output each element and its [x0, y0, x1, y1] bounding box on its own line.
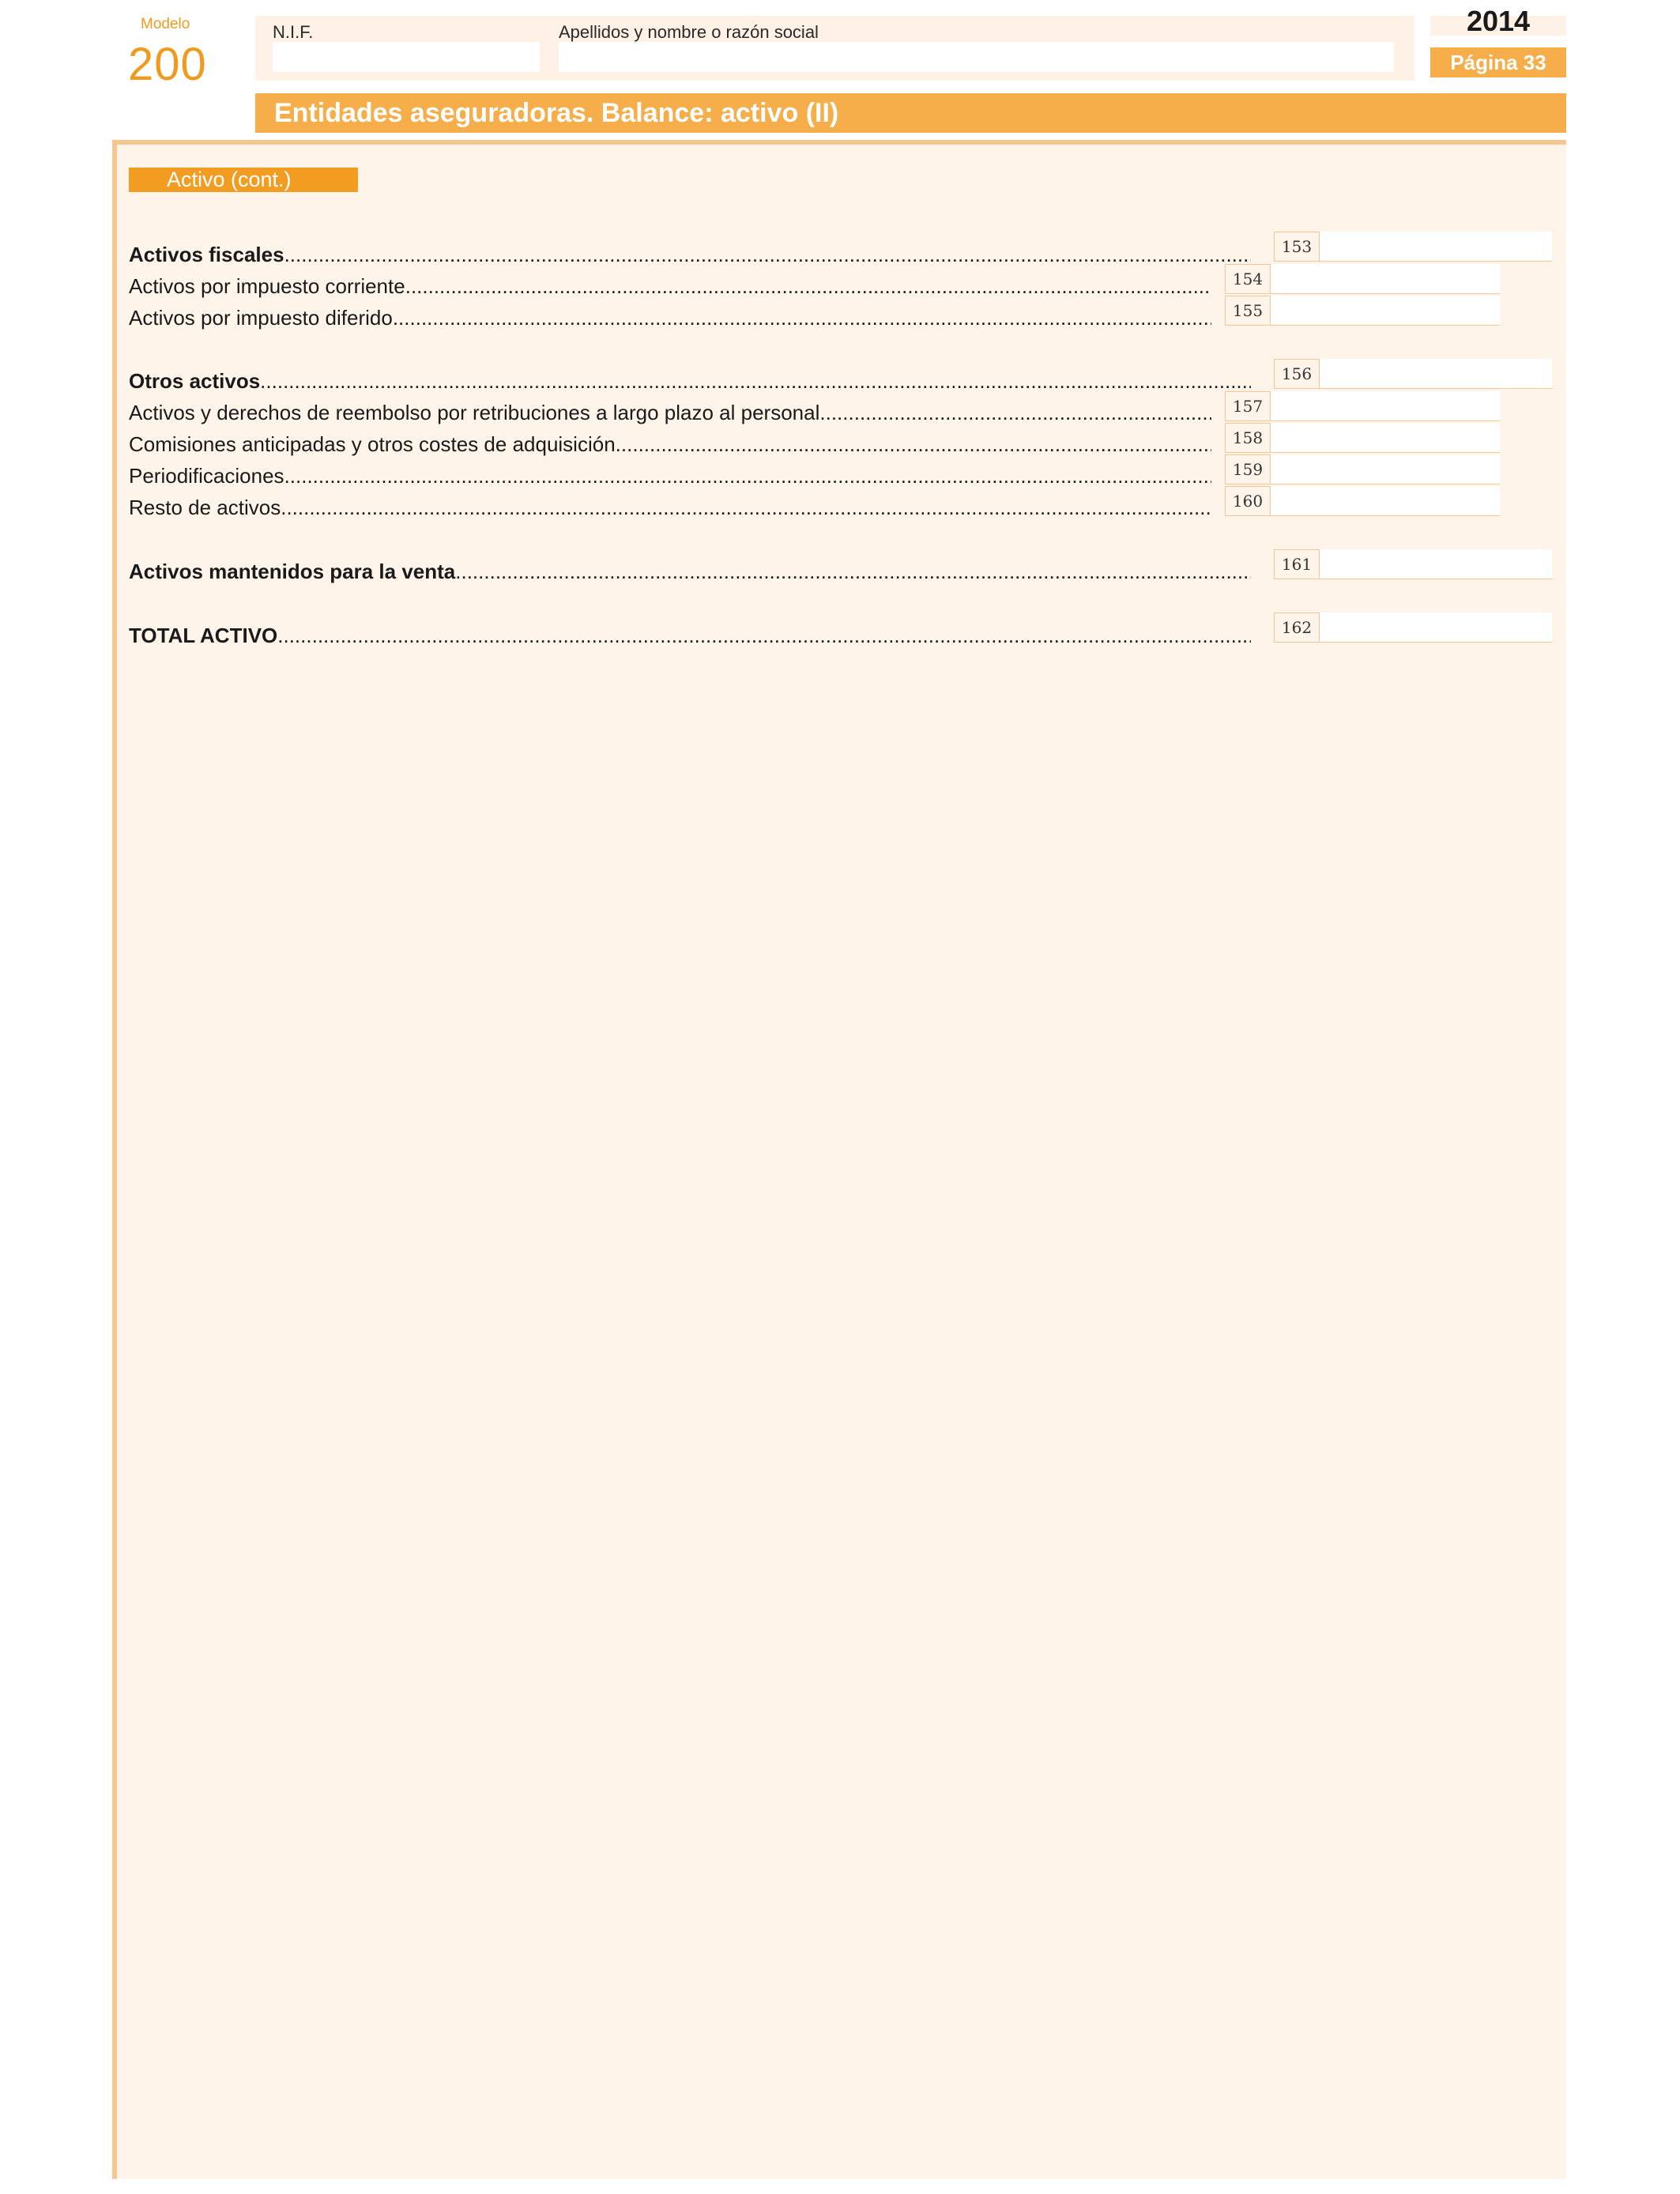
- page-number-badge: Página 33: [1430, 47, 1566, 77]
- row-text: Activos por impuesto corriente: [129, 274, 405, 298]
- code-box-161: 161: [1274, 549, 1320, 579]
- value-field-157[interactable]: [1271, 391, 1500, 421]
- nif-field[interactable]: [273, 42, 540, 72]
- row-text: Activos y derechos de reembolso por retribuciones a largo plazo al personal: [129, 401, 820, 424]
- value-field-159[interactable]: [1271, 454, 1500, 484]
- value-field-154[interactable]: [1271, 264, 1500, 294]
- row-text: Periodificaciones: [129, 464, 284, 488]
- leader-dots: [281, 495, 1211, 520]
- row-text: Activos mantenidos para la venta: [129, 560, 456, 583]
- page-title: Entidades aseguradoras. Balance: activo (II): [255, 93, 1566, 133]
- row-label-161: [129, 559, 1251, 584]
- row-text: Otros activos: [129, 369, 261, 393]
- value-field-160[interactable]: [1271, 486, 1500, 516]
- year-label: 2014: [1466, 5, 1531, 37]
- row-text: Resto de activos: [129, 496, 281, 519]
- leader-dots: [284, 242, 1251, 267]
- row-label-157: [129, 400, 1211, 425]
- value-field-158[interactable]: [1271, 423, 1500, 453]
- value-field-162[interactable]: [1320, 613, 1552, 643]
- value-field-161[interactable]: [1320, 549, 1552, 579]
- panel-top-border: [112, 140, 1566, 145]
- code-box-155: 155: [1225, 296, 1271, 326]
- row-label-153: [129, 242, 1251, 267]
- name-label: Apellidos y nombre o razón social: [559, 22, 819, 42]
- code-box-156: 156: [1274, 359, 1320, 389]
- leader-dots: [455, 559, 1251, 584]
- row-label-162: [129, 623, 1251, 648]
- value-field-156[interactable]: [1320, 359, 1552, 389]
- panel-left-border: [112, 140, 117, 2179]
- modelo-number: 200: [128, 39, 207, 90]
- row-text: Activos fiscales: [129, 243, 284, 266]
- code-box-158: 158: [1225, 423, 1271, 453]
- value-field-153[interactable]: [1320, 232, 1552, 262]
- code-box-157: 157: [1225, 391, 1271, 421]
- leader-dots: [393, 305, 1211, 330]
- leader-dots: [819, 400, 1211, 425]
- row-text: TOTAL ACTIVO: [129, 624, 278, 647]
- row-label-155: [129, 305, 1211, 330]
- code-box-162: 162: [1274, 613, 1320, 643]
- row-label-158: [129, 432, 1211, 457]
- row-label-160: [129, 495, 1211, 520]
- code-box-154: 154: [1225, 264, 1271, 294]
- leader-dots: [284, 463, 1211, 488]
- nif-label: N.I.F.: [273, 22, 314, 42]
- leader-dots: [616, 432, 1211, 457]
- modelo-label: Modelo: [141, 16, 190, 32]
- code-box-153: 153: [1274, 232, 1320, 262]
- row-text: Comisiones anticipadas y otros costes de adquisición: [129, 432, 616, 456]
- code-box-160: 160: [1225, 486, 1271, 516]
- row-label-154: [129, 273, 1211, 299]
- name-field[interactable]: [559, 42, 1394, 72]
- leader-dots: [405, 273, 1211, 299]
- row-text: Activos por impuesto diferido: [129, 306, 393, 330]
- row-label-159: [129, 463, 1211, 488]
- leader-dots: [260, 368, 1251, 394]
- section-tag: Activo (cont.): [129, 168, 358, 192]
- leader-dots: [277, 623, 1251, 648]
- value-field-155[interactable]: [1271, 296, 1500, 326]
- row-label-156: [129, 368, 1251, 394]
- code-box-159: 159: [1225, 454, 1271, 484]
